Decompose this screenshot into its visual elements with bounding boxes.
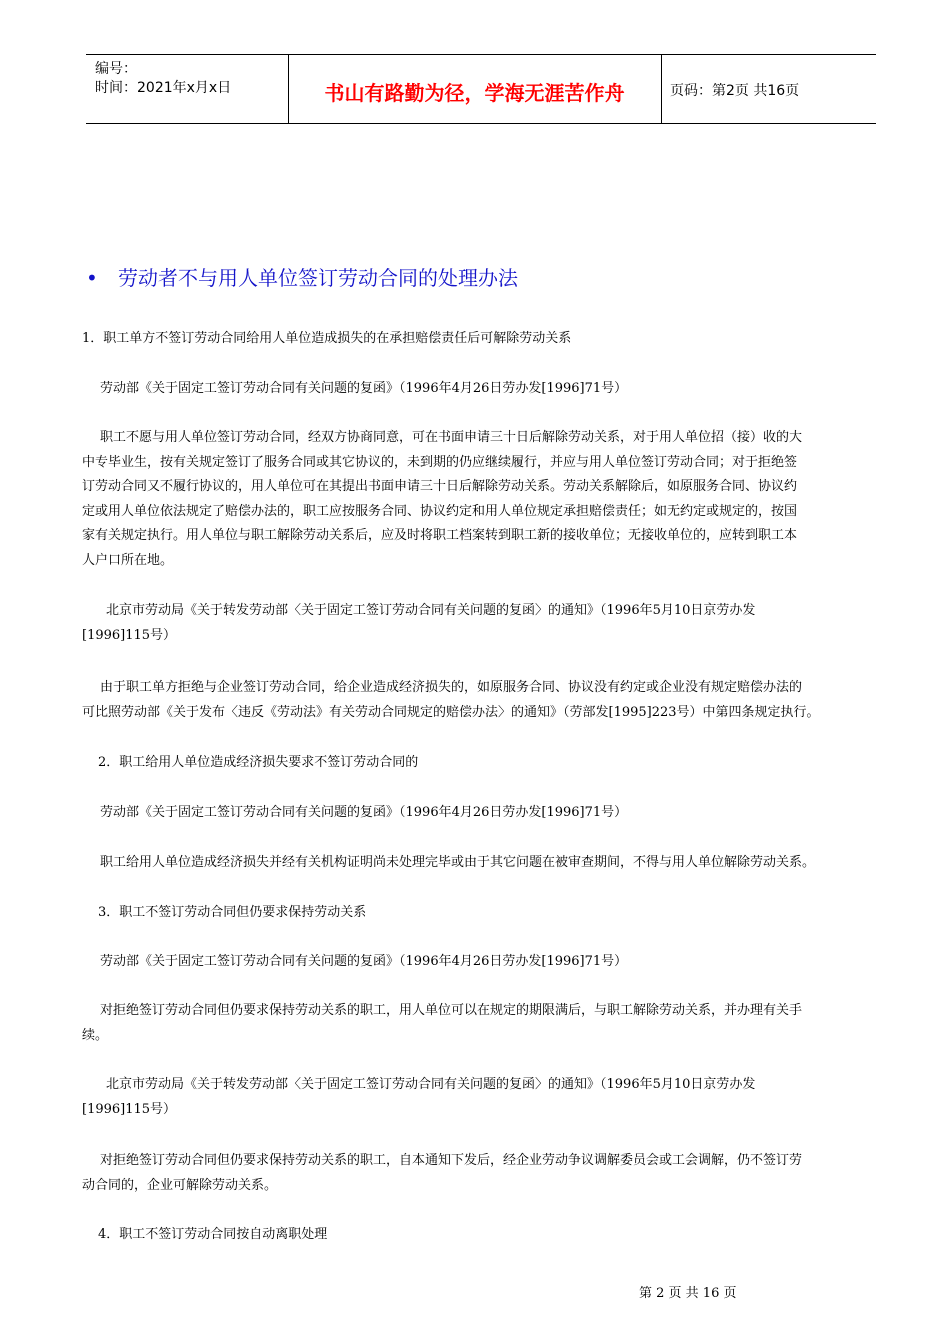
page-header bbox=[86, 54, 876, 124]
paragraph-line: 劳动部《关于固定工签订劳动合同有关问题的复函》（1996年4月26日劳办发[1996]71号） bbox=[100, 954, 628, 969]
paragraph-line: 劳动部《关于固定工签订劳动合同有关问题的复函》（1996年4月26日劳办发[1996]71号） bbox=[100, 805, 628, 820]
paragraph-line: 订劳动合同又不履行协议的，用人单位可在其提出书面申请三十日后解除劳动关系。劳动关系解除后，如原服务合同、协议约 bbox=[82, 479, 798, 494]
paragraph-line: 北京市劳动局《关于转发劳动部〈关于固定工签订劳动合同有关问题的复函〉的通知》（1996年5月10日京劳办发 bbox=[106, 603, 756, 618]
paragraph-line: 对拒绝签订劳动合同但仍要求保持劳动关系的职工，用人单位可以在规定的期限满后，与职工解除劳动关系，并办理有关手 bbox=[100, 1003, 803, 1018]
motto: 书山有路勤为径，学海无涯苦作舟 bbox=[324, 81, 625, 105]
section-heading bbox=[86, 262, 518, 291]
paragraph-line: 职工给用人单位造成经济损失并经有关机构证明尚未处理完毕或由于其它问题在被审查期间，不得与用人单位解除劳动关系。 bbox=[100, 855, 816, 870]
header-motto-cell bbox=[288, 55, 662, 123]
paragraph-line: 家有关规定执行。用人单位与职工解除劳动关系后，应及时将职工档案转到职工新的接收单位；无接收单位的，应转到职工本 bbox=[82, 528, 798, 543]
paragraph-line: 定或用人单位依法规定了赔偿办法的，职工应按服务合同、协议约定和用人单位规定承担赔偿责任；如无约定或规定的，按国 bbox=[82, 503, 798, 519]
paragraph-line: 职工不愿与用人单位签订劳动合同，经双方协商同意，可在书面申请三十日后解除劳动关系，对于用人单位招（接）收的大 bbox=[100, 430, 803, 445]
heading-text: 劳动者不与用人单位签订劳动合同的处理办法 bbox=[118, 266, 518, 290]
paragraph-line: 2．职工给用人单位造成经济损失要求不签订劳动合同的 bbox=[98, 755, 419, 770]
paragraph-line: 劳动部《关于固定工签订劳动合同有关问题的复函》（1996年4月26日劳办发[1996]71号） bbox=[100, 381, 628, 396]
paragraph-line: 3．职工不签订劳动合同但仍要求保持劳动关系 bbox=[98, 905, 367, 920]
paragraph-line: 人户口所在地。 bbox=[82, 552, 174, 568]
time-label: 时间：2021年x月x日 bbox=[95, 80, 232, 96]
paragraph-line: 动合同的，企业可解除劳动关系。 bbox=[82, 1177, 278, 1193]
paragraph-line: 可比照劳动部《关于发布〈违反《劳动法》有关劳动合同规定的赔偿办法〉的通知》（劳部发[1995]223号）中第四条规定执行。 bbox=[82, 704, 820, 720]
paragraph-line: 中专毕业生，按有关规定签订了服务合同或其它协议的，未到期的仍应继续履行，并应与用人单位签订劳动合同；对于拒绝签 bbox=[82, 454, 798, 470]
paragraph-line: 由于职工单方拒绝与企业签订劳动合同，给企业造成经济损失的，如原服务合同、协议没有约定或企业没有规定赔偿办法的 bbox=[100, 680, 803, 695]
paragraph-line: 对拒绝签订劳动合同但仍要求保持劳动关系的职工，自本通知下发后，经企业劳动争议调解委员会或工会调解，仍不签订劳 bbox=[100, 1153, 803, 1168]
page-footer: 第 2 页 共 16 页 bbox=[639, 1286, 737, 1301]
paragraph-line: 续。 bbox=[82, 1027, 109, 1043]
paragraph-line: [1996]115号） bbox=[82, 627, 177, 643]
header-page-cell bbox=[661, 55, 876, 123]
header-meta-cell bbox=[86, 55, 289, 123]
paragraph-line: 1．职工单方不签订劳动合同给用人单位造成损失的在承担赔偿责任后可解除劳动关系 bbox=[82, 331, 572, 346]
paragraph-line: 北京市劳动局《关于转发劳动部〈关于固定工签订劳动合同有关问题的复函〉的通知》（1996年5月10日京劳办发 bbox=[106, 1077, 756, 1092]
paragraph-line: 4．职工不签订劳动合同按自动离职处理 bbox=[98, 1227, 328, 1242]
number-label: 编号： bbox=[95, 61, 137, 77]
bullet-icon: • bbox=[86, 266, 98, 290]
paragraph-line: [1996]115号） bbox=[82, 1101, 177, 1117]
header-page-number: 页码：第2页 共16页 bbox=[670, 83, 800, 99]
